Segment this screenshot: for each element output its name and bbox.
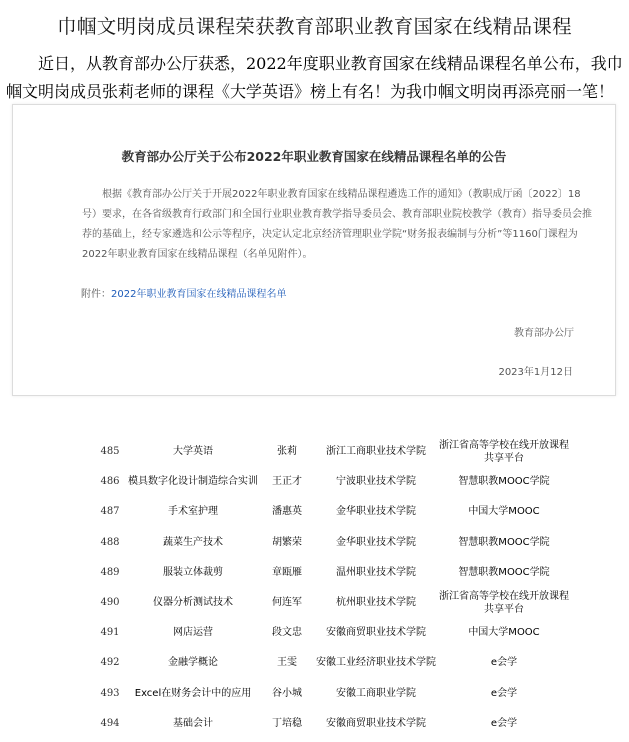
course-school: 温州职业技术学院: [336, 566, 416, 578]
attachment-link[interactable]: 2022年职业教育国家在线精品课程名单: [111, 289, 287, 300]
course-name: 基础会计: [173, 717, 213, 729]
course-platform: 浙江省高等学校在线开放课程共享平台: [439, 439, 569, 464]
course-platform: 智慧职教MOOC学院: [458, 476, 550, 488]
course-school: 安徽商贸职业技术学院: [326, 717, 426, 729]
course-teacher: 王雯: [277, 657, 297, 669]
attachment-label: 附件：: [81, 289, 111, 300]
course-name: 服装立体裁剪: [163, 566, 223, 578]
course-platform: e会学: [490, 657, 518, 669]
table-row: [92, 617, 572, 648]
article-headline: 巾帼文明岗成员课程荣获教育部职业教育国家在线精品课程: [57, 15, 572, 38]
notice-signature: 教育部办公厅: [514, 328, 574, 339]
course-platform: 中国大学MOOC: [468, 627, 540, 639]
course-name: 大学英语: [173, 446, 213, 457]
course-number: 488: [100, 536, 120, 548]
course-school: 安徽工商职业学院: [336, 687, 416, 699]
course-school: 金华职业技术学院: [336, 506, 416, 518]
course-number: 492: [100, 657, 120, 669]
table-row: [92, 527, 572, 558]
course-number: 493: [100, 687, 120, 699]
table-row: [92, 708, 572, 739]
course-teacher: 段文忠: [272, 627, 302, 639]
notice-title: 教育部办公厅关于公布2022年职业教育国家在线精品课程名单的公告: [121, 149, 507, 164]
course-number: 494: [100, 717, 120, 729]
table-row: [92, 436, 572, 467]
course-number: 489: [100, 566, 120, 578]
course-school: 杭州职业技术学院: [336, 597, 416, 608]
course-platform: e会学: [490, 717, 518, 729]
article-intro: 近日，从教育部办公厅获悉，2022年度职业教育国家在线精品课程名单公布，我巾帼文明岗成员张莉老师的课程《大学英语》榜上有名！为我巾帼文明岗再添亮丽一笔！: [6, 54, 623, 101]
course-number: 491: [100, 627, 120, 639]
course-school: 安徽商贸职业技术学院: [326, 627, 426, 639]
course-number: 485: [100, 446, 120, 457]
notice-attachment: [81, 285, 286, 300]
course-teacher: 潘惠英: [272, 506, 302, 518]
course-name: 网店运营: [173, 627, 213, 639]
course-teacher: 王正才: [272, 476, 302, 488]
course-number: 486: [100, 476, 120, 488]
course-teacher: 丁培稳: [272, 717, 302, 729]
table-row: [92, 496, 572, 527]
notice-date: 2023年1月12日: [498, 367, 573, 378]
course-school: 浙江工商职业技术学院: [326, 446, 426, 457]
course-number: 487: [100, 506, 120, 518]
course-name: 金融学概论: [168, 657, 218, 669]
notice-screenshot: [12, 104, 616, 396]
course-teacher: 何连军: [272, 597, 302, 608]
course-platform: 智慧职教MOOC学院: [458, 536, 550, 548]
table-row: [92, 647, 572, 678]
course-teacher: 谷小城: [272, 687, 302, 699]
course-platform: 智慧职教MOOC学院: [458, 566, 550, 578]
course-name: Excel在财务会计中的应用: [134, 687, 252, 699]
table-row: [92, 587, 572, 618]
notice-body: 根据《教育部办公厅关于开展2022年职业教育国家在线精品课程遴选工作的通知》（教职成厅函〔2022〕18号）要求，在各省级教育行政部门和全国行业职业教育教学指导委员会、教育部职业院校教学（教育）指导委员会推荐的基础上，经专家遴选和公示等程序，决定认定北京经济管理职业学院“财务报表编制与分析”等1160门课程为2022年职业教育国家在线精品课程（名单见附件）。: [82, 189, 592, 260]
course-platform: 浙江省高等学校在线开放课程共享平台: [439, 590, 569, 615]
course-name: 手术室护理: [168, 506, 218, 518]
course-teacher: 胡繁荣: [272, 536, 302, 548]
course-teacher: 章瓯雁: [272, 566, 302, 578]
course-number: 490: [100, 597, 120, 608]
course-name: 仪器分析测试技术: [153, 597, 233, 608]
table-row: [92, 557, 572, 588]
course-teacher: 张莉: [277, 446, 297, 457]
table-row: [92, 678, 572, 709]
course-name: 模具数字化设计制造综合实训: [128, 476, 258, 488]
course-school: 金华职业技术学院: [336, 536, 416, 548]
course-platform: 中国大学MOOC: [468, 506, 540, 518]
course-school: 安徽工业经济职业技术学院: [316, 657, 436, 669]
course-name: 蔬菜生产技术: [163, 536, 223, 548]
table-row: [92, 466, 572, 497]
course-school: 宁波职业技术学院: [336, 476, 416, 488]
course-platform: e会学: [490, 687, 518, 699]
